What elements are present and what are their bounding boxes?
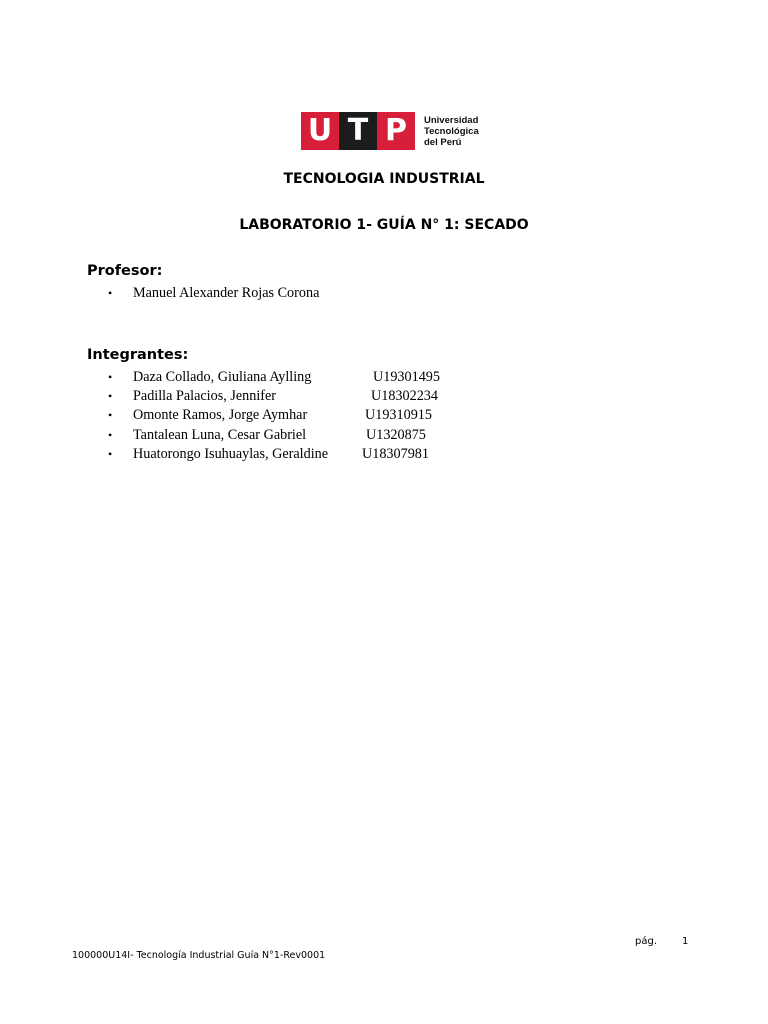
member-code: U19310915 <box>365 407 432 424</box>
bullet-icon: • <box>108 408 113 423</box>
footer-page-number: 1 <box>682 936 689 947</box>
profesor-heading: Profesor: <box>87 263 163 279</box>
member-name: Huatorongo Isuhuaylas, Geraldine <box>133 445 329 462</box>
member-code: U1320875 <box>366 426 426 443</box>
member-code: U18307981 <box>362 445 429 462</box>
footer-page-label: pág. <box>635 936 658 947</box>
bullet-icon: • <box>108 286 113 300</box>
member-name: Daza Collado, Giuliana Aylling <box>133 369 312 385</box>
bullet-icon: • <box>108 446 113 461</box>
document-subtitle: LABORATORIO 1- GUÍA N° 1: SECADO <box>239 217 529 233</box>
integrantes-heading: Integrantes: <box>87 347 189 363</box>
bullet-icon: • <box>108 427 113 442</box>
member-code: U19301495 <box>373 369 440 385</box>
bullet-icon: • <box>108 370 113 384</box>
member-name: Padilla Palacios, Jennifer <box>133 388 277 405</box>
profesor-name: Manuel Alexander Rojas Corona <box>133 285 320 301</box>
logo-university-name <box>424 115 479 148</box>
logo-text-line: Universidad <box>424 114 479 126</box>
logo-text-line: del Perú <box>424 136 462 148</box>
member-name: Tantalean Luna, Cesar Gabriel <box>133 426 307 443</box>
logo-letter-p: P <box>377 112 415 150</box>
footer-document-code: 100000U14I- Tecnología Industrial Guía N°1-Rev0001 <box>72 950 326 961</box>
document-title: TECNOLOGIA INDUSTRIAL <box>283 171 485 187</box>
logo-text-line: Tecnológica <box>424 125 479 137</box>
logo-letter-u: U <box>301 112 339 150</box>
logo-letter-t: T <box>339 112 377 150</box>
bullet-icon: • <box>108 389 113 404</box>
member-code: U18302234 <box>371 388 438 405</box>
member-name: Omonte Ramos, Jorge Aymhar <box>133 407 308 424</box>
utp-logo <box>301 112 479 150</box>
